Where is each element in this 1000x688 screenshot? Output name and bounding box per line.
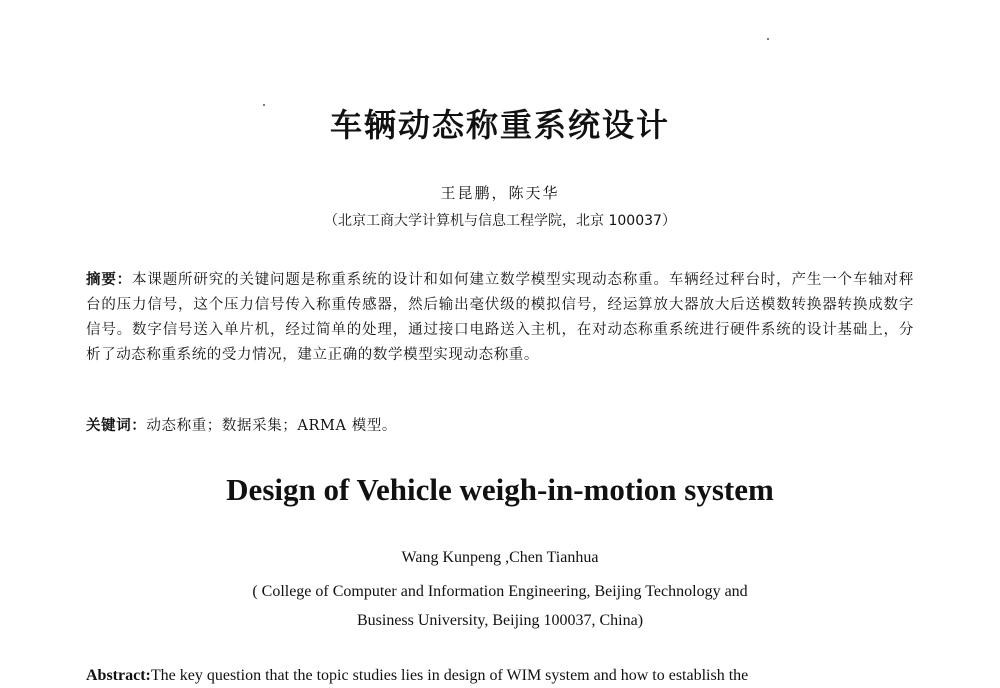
english-affiliation-line-1: ( College of Computer and Information Engineering, Beijing Technology and — [252, 583, 748, 600]
chinese-title: 车辆动态称重系统设计 — [329, 106, 670, 144]
english-abstract — [86, 664, 914, 688]
english-authors: Wang Kunpeng ,Chen Tianhua — [401, 549, 599, 566]
english-abstract-text: The key question that the topic studies lies in design of WIM system and how to establish the — [150, 667, 749, 684]
chinese-authors: 王昆鹏，陈天华 — [440, 184, 560, 202]
chinese-keywords-text: 动态称重；数据采集；ARMA 模型。 — [146, 418, 398, 434]
english-title: Design of Vehicle weigh-in-motion system — [226, 472, 774, 507]
chinese-abstract-label: 摘要： — [86, 272, 133, 288]
english-affiliation — [0, 577, 1000, 635]
chinese-affiliation: （北京工商大学计算机与信息工程学院，北京 100037） — [324, 213, 676, 229]
chinese-keywords — [86, 414, 914, 439]
english-affiliation-line-2: Business University, Beijing 100037, China) — [356, 612, 644, 629]
chinese-abstract — [86, 268, 914, 368]
scan-speck — [767, 38, 769, 40]
chinese-keywords-label: 关键词： — [86, 418, 147, 434]
english-abstract-label: Abstract: — [86, 667, 151, 684]
chinese-abstract-text: 本课题所研究的关键问题是称重系统的设计和如何建立数学模型实现动态称重。车辆经过秤台时，产生一个车轴对秤台的压力信号，这个压力信号传入称重传感器，然后输出毫伏级的模拟信号，经运算放大器放大后送模数转换器转换成数字信号。数字信号送入单片机，经过简单的处理，通过接口电路送入主机，在对动态称重系统进行硬件系统的设计基础上，分析了动态称重系统的受力情况，建立正确的数学模型实现动态称重。 — [86, 272, 914, 363]
